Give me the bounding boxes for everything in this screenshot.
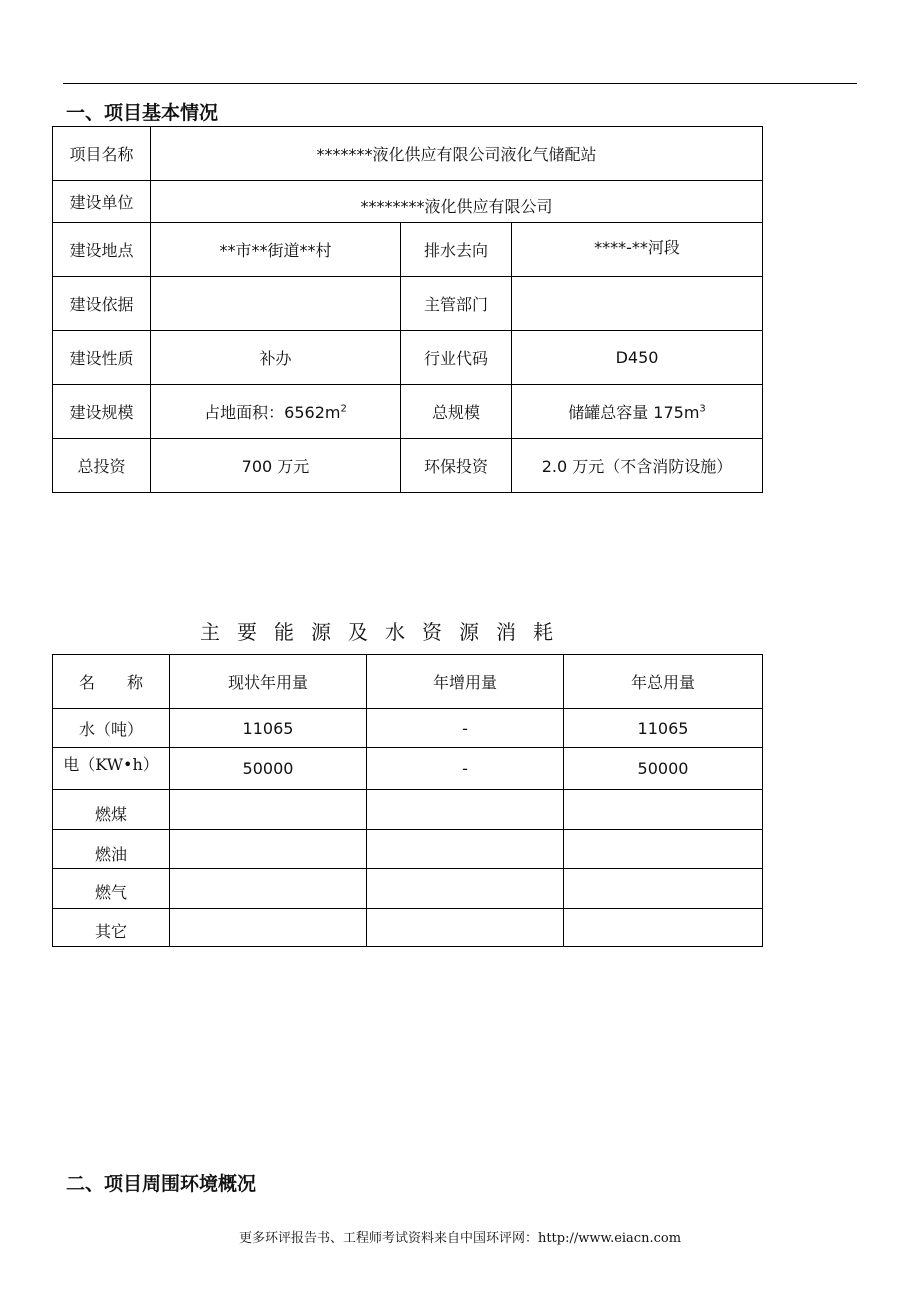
table-row xyxy=(53,223,763,277)
authority-value xyxy=(512,277,763,331)
row-current xyxy=(170,869,367,909)
builder-value: ********液化供应有限公司 xyxy=(151,181,763,223)
table-row xyxy=(53,181,763,223)
row-current: 11065 xyxy=(170,709,367,748)
investment-value: 700 万元 xyxy=(151,439,401,493)
table-row xyxy=(53,277,763,331)
row-increase: - xyxy=(367,709,564,748)
row-increase: - xyxy=(367,748,564,790)
row-total xyxy=(564,830,763,869)
footer: 更多环评报告书、工程师考试资料来自中国环评网：http://www.eiacn.com xyxy=(238,1231,682,1246)
table-row xyxy=(53,385,763,439)
row-total: 50000 xyxy=(564,748,763,790)
row-increase xyxy=(367,869,564,909)
industry-code-label: 行业代码 xyxy=(401,331,512,385)
nature-label: 建设性质 xyxy=(53,331,151,385)
basic-info-table xyxy=(52,126,763,493)
row-current: 50000 xyxy=(170,748,367,790)
row-current xyxy=(170,830,367,869)
env-investment-label: 环保投资 xyxy=(401,439,512,493)
table-row xyxy=(53,869,763,909)
row-name: 电（KW•h） xyxy=(53,748,170,790)
header-name: 名 称 xyxy=(53,655,170,709)
table-row xyxy=(53,709,763,748)
total-scale-superscript: 3 xyxy=(699,403,706,415)
table-row xyxy=(53,127,763,181)
scale-value xyxy=(151,385,401,439)
energy-table xyxy=(52,654,763,947)
industry-code-value: D450 xyxy=(512,331,763,385)
section-2-heading: 二、项目周围环境概况 xyxy=(66,1173,257,1195)
scale-label: 建设规模 xyxy=(53,385,151,439)
row-name: 燃煤 xyxy=(53,790,170,830)
header-increase: 年增用量 xyxy=(367,655,564,709)
table-row xyxy=(53,331,763,385)
row-name: 燃气 xyxy=(53,869,170,909)
row-increase xyxy=(367,909,564,947)
basis-label: 建设依据 xyxy=(53,277,151,331)
basis-value xyxy=(151,277,401,331)
scale-text: 占地面积：6562m xyxy=(204,403,341,422)
authority-label: 主管部门 xyxy=(401,277,512,331)
table-row xyxy=(53,830,763,869)
row-current xyxy=(170,790,367,830)
header-current: 现状年用量 xyxy=(170,655,367,709)
row-name: 水（吨） xyxy=(53,709,170,748)
project-name-label: 项目名称 xyxy=(53,127,151,181)
location-value: **市**街道**村 xyxy=(151,223,401,277)
row-total xyxy=(564,869,763,909)
row-increase xyxy=(367,830,564,869)
investment-label: 总投资 xyxy=(53,439,151,493)
row-current xyxy=(170,909,367,947)
scale-superscript: 2 xyxy=(340,403,347,415)
row-total: 11065 xyxy=(564,709,763,748)
watermark: zixin.com.cn xyxy=(505,604,819,662)
top-rule xyxy=(63,83,857,84)
drainage-label: 排水去向 xyxy=(401,223,512,277)
header-total: 年总用量 xyxy=(564,655,763,709)
row-name: 其它 xyxy=(53,909,170,947)
table-header-row xyxy=(53,655,763,709)
table-row xyxy=(53,439,763,493)
location-label: 建设地点 xyxy=(53,223,151,277)
builder-label: 建设单位 xyxy=(53,181,151,223)
table-row xyxy=(53,790,763,830)
total-scale-value xyxy=(512,385,763,439)
row-name: 燃油 xyxy=(53,830,170,869)
row-total xyxy=(564,790,763,830)
table-row xyxy=(53,748,763,790)
total-scale-label: 总规模 xyxy=(401,385,512,439)
nature-value: 补办 xyxy=(151,331,401,385)
env-investment-value: 2.0 万元（不含消防设施） xyxy=(512,439,763,493)
row-total xyxy=(564,909,763,947)
table-row xyxy=(53,909,763,947)
row-increase xyxy=(367,790,564,830)
section-1-heading: 一、项目基本情况 xyxy=(66,102,219,124)
drainage-value: ****-**河段 xyxy=(512,223,763,277)
total-scale-text: 储罐总容量 175m xyxy=(568,403,700,422)
energy-title: 主要能源及水资源消耗 xyxy=(200,620,570,644)
project-name-value: *******液化供应有限公司液化气储配站 xyxy=(151,127,763,181)
